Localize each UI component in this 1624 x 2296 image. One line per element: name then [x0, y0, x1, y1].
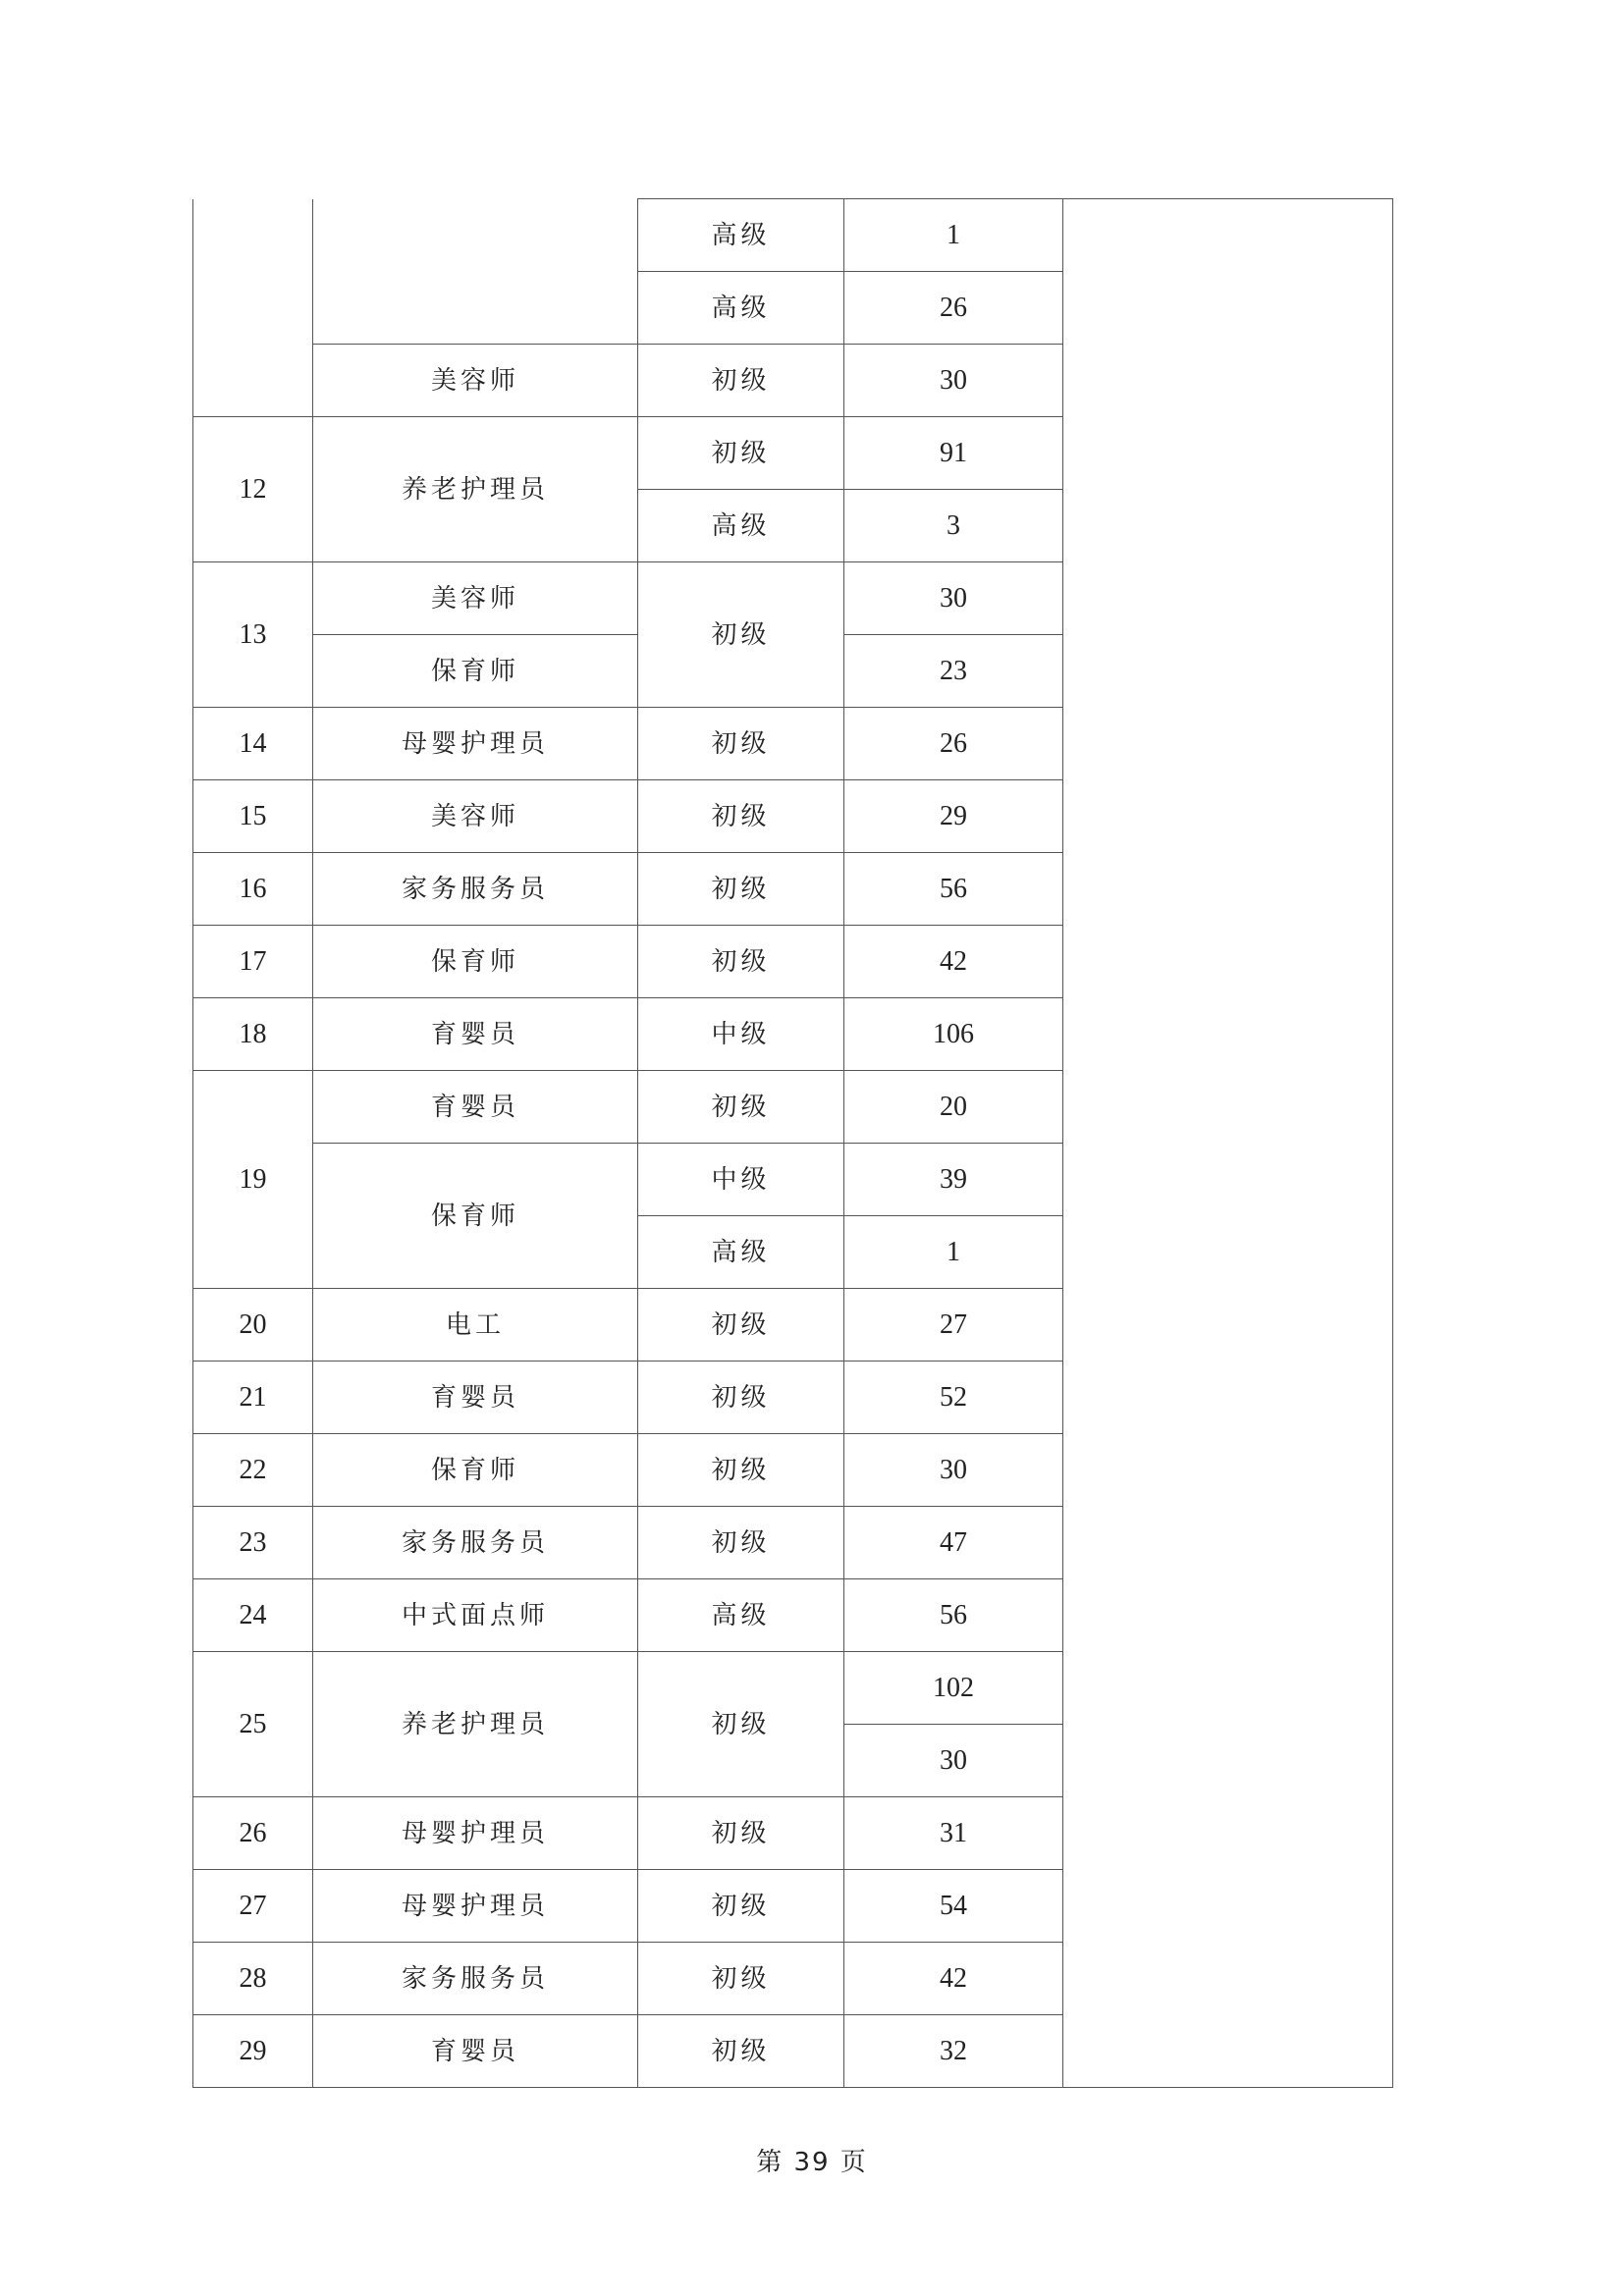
- count-cell: 31: [844, 1797, 1063, 1870]
- level-cell: 初级: [638, 1434, 844, 1507]
- occupation-cell: 保育师: [313, 1434, 638, 1507]
- level-cell: 初级: [638, 1289, 844, 1362]
- level-cell: 初级: [638, 708, 844, 780]
- level-cell: 初级: [638, 2015, 844, 2088]
- occupation-cell: 育婴员: [313, 1362, 638, 1434]
- occupation-cell: 保育师: [313, 635, 638, 708]
- seq-cell: 25: [193, 1652, 313, 1797]
- occupation-certificate-table: [192, 198, 1393, 2088]
- count-cell: 42: [844, 1943, 1063, 2015]
- level-cell: 中级: [638, 1144, 844, 1216]
- seq-cell: 27: [193, 1870, 313, 1943]
- count-cell: 26: [844, 272, 1063, 345]
- level-cell: 初级: [638, 1870, 844, 1943]
- level-cell: 高级: [638, 490, 844, 562]
- count-cell: 1: [844, 1216, 1063, 1289]
- occupation-cell: 美容师: [313, 562, 638, 635]
- occupation-cell: 育婴员: [313, 2015, 638, 2088]
- level-cell: 初级: [638, 780, 844, 853]
- occupation-cell: 育婴员: [313, 998, 638, 1071]
- level-cell: 初级: [638, 1797, 844, 1870]
- count-cell: 29: [844, 780, 1063, 853]
- level-cell: 高级: [638, 1216, 844, 1289]
- count-cell: 26: [844, 708, 1063, 780]
- count-cell: 91: [844, 417, 1063, 490]
- seq-cell: 21: [193, 1362, 313, 1434]
- occupation-cell: 养老护理员: [313, 1652, 638, 1797]
- seq-cell: 24: [193, 1579, 313, 1652]
- count-cell: 56: [844, 1579, 1063, 1652]
- count-cell: 27: [844, 1289, 1063, 1362]
- count-cell: 30: [844, 562, 1063, 635]
- seq-cell: [193, 199, 313, 417]
- seq-cell: 18: [193, 998, 313, 1071]
- level-cell: 高级: [638, 272, 844, 345]
- occupation-cell: 母婴护理员: [313, 1797, 638, 1870]
- count-cell: 106: [844, 998, 1063, 1071]
- occupation-cell: 美容师: [313, 345, 638, 417]
- seq-cell: 26: [193, 1797, 313, 1870]
- level-cell: 初级: [638, 926, 844, 998]
- count-cell: 54: [844, 1870, 1063, 1943]
- occupation-cell: 家务服务员: [313, 1507, 638, 1579]
- occupation-cell: 母婴护理员: [313, 708, 638, 780]
- count-cell: 30: [844, 345, 1063, 417]
- level-cell: 初级: [638, 345, 844, 417]
- level-cell: 初级: [638, 1507, 844, 1579]
- count-cell: 1: [844, 199, 1063, 272]
- occupation-cell: 电工: [313, 1289, 638, 1362]
- count-cell: 20: [844, 1071, 1063, 1144]
- count-cell: 102: [844, 1652, 1063, 1725]
- seq-cell: 12: [193, 417, 313, 562]
- seq-cell: 17: [193, 926, 313, 998]
- seq-cell: 19: [193, 1071, 313, 1289]
- level-cell: 初级: [638, 562, 844, 708]
- level-cell: 初级: [638, 1652, 844, 1797]
- occupation-cell: 家务服务员: [313, 1943, 638, 2015]
- count-cell: 47: [844, 1507, 1063, 1579]
- level-cell: 初级: [638, 1071, 844, 1144]
- count-cell: 52: [844, 1362, 1063, 1434]
- level-cell: 高级: [638, 1579, 844, 1652]
- occupation-cell: 育婴员: [313, 1071, 638, 1144]
- seq-cell: 22: [193, 1434, 313, 1507]
- level-cell: 初级: [638, 1362, 844, 1434]
- seq-cell: 23: [193, 1507, 313, 1579]
- seq-cell: 13: [193, 562, 313, 708]
- seq-cell: 15: [193, 780, 313, 853]
- occupation-cell: 保育师: [313, 1144, 638, 1289]
- occupation-cell: 母婴护理员: [313, 1870, 638, 1943]
- table-row: [193, 199, 1393, 272]
- level-cell: 初级: [638, 1943, 844, 2015]
- occupation-cell: 养老护理员: [313, 417, 638, 562]
- occupation-cell: 保育师: [313, 926, 638, 998]
- count-cell: 56: [844, 853, 1063, 926]
- occupation-cell: 家务服务员: [313, 853, 638, 926]
- seq-cell: 28: [193, 1943, 313, 2015]
- seq-cell: 16: [193, 853, 313, 926]
- occupation-cell: 美容师: [313, 780, 638, 853]
- count-cell: 32: [844, 2015, 1063, 2088]
- level-cell: 中级: [638, 998, 844, 1071]
- count-cell: 3: [844, 490, 1063, 562]
- occupation-cell: [313, 199, 638, 345]
- count-cell: 39: [844, 1144, 1063, 1216]
- count-cell: 42: [844, 926, 1063, 998]
- count-cell: 30: [844, 1434, 1063, 1507]
- page-number: 第 39 页: [756, 2148, 868, 2177]
- level-cell: 高级: [638, 199, 844, 272]
- seq-cell: 20: [193, 1289, 313, 1362]
- count-cell: 23: [844, 635, 1063, 708]
- count-cell: 30: [844, 1725, 1063, 1797]
- seq-cell: 14: [193, 708, 313, 780]
- seq-cell: 29: [193, 2015, 313, 2088]
- remark-cell: [1063, 199, 1393, 2088]
- level-cell: 初级: [638, 853, 844, 926]
- occupation-cell: 中式面点师: [313, 1579, 638, 1652]
- level-cell: 初级: [638, 417, 844, 490]
